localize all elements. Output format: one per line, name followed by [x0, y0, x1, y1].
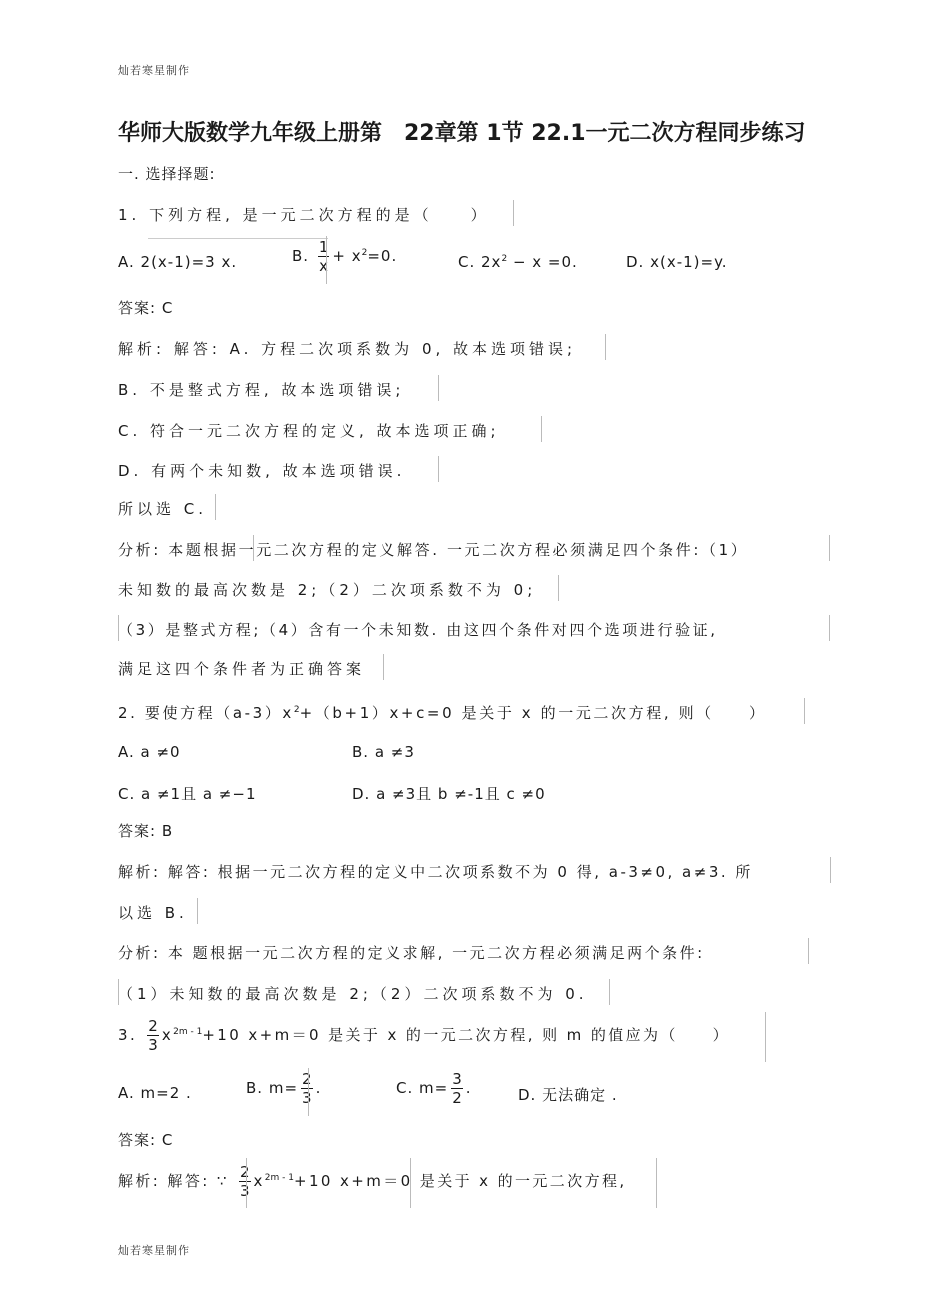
page-footer: 灿若寒星制作 [118, 1244, 190, 1257]
margin-rule [326, 236, 327, 284]
margin-rule [118, 615, 119, 641]
q1-analysis-line: 分析: 本题根据一元二次方程的定义解答. 一元二次方程必须满足四个条件:（1） [118, 541, 749, 559]
q3-option-d: D. 无法确定 . [518, 1086, 618, 1104]
fraction-denominator: 3 [302, 1089, 312, 1107]
fraction-denominator: 3 [148, 1036, 158, 1054]
q1-analysis-line: D. 有两个未知数, 故本选项错误. [118, 462, 406, 480]
section-heading: 一. 选择择题: [118, 165, 216, 183]
q2-analysis-line: 解析: 解答: 根据一元二次方程的定义中二次项系数不为 0 得, a-3≠0, a≠3. 所 [118, 863, 753, 881]
q1-analysis-line: C. 符合一元二次方程的定义, 故本选项正确; [118, 422, 500, 440]
exponent: 2m - 1 [264, 1173, 294, 1183]
q3-option-c [396, 1070, 472, 1107]
q1-option-b-label: B. [292, 247, 310, 265]
q2-option-c: C. a ≠1且 a ≠−1 [118, 785, 257, 803]
q3-analysis-line [118, 1163, 627, 1200]
fraction [239, 1163, 251, 1200]
q1-option-b-end: =0. [367, 247, 398, 265]
fraction-numerator: 1 [318, 238, 329, 256]
fraction [301, 1070, 313, 1107]
q3-option-b-end: . [315, 1079, 322, 1097]
margin-rule [438, 375, 439, 401]
q3-option-c-end: . [465, 1079, 472, 1097]
exponent: 2 [501, 254, 508, 264]
fraction [147, 1017, 159, 1054]
fraction-denominator: 2 [452, 1089, 462, 1107]
q1-option-c-expr: C. 2x [458, 253, 502, 271]
fraction-numerator: 2 [239, 1163, 250, 1181]
fraction-numerator: 2 [148, 1017, 158, 1035]
q2-answer: 答案: B [118, 822, 174, 840]
fraction-numerator: 2 [302, 1070, 312, 1088]
q3-option-a: A. m=2 . [118, 1084, 192, 1102]
q1-stem: 1. 下列方程, 是一元二次方程的是（ ） [118, 206, 490, 224]
q3-option-b [246, 1070, 321, 1107]
q1-analysis-line: 满足这四个条件者为正确答案 [118, 660, 366, 678]
q3-analysis-tail: +10 x+m＝0 是关于 x 的一元二次方程, [294, 1172, 627, 1190]
q1-option-b-term: + x [332, 247, 362, 265]
margin-rule [410, 1158, 411, 1208]
document-title: 华师大版数学九年级上册第 22章第 1节 22.1一元二次方程同步练习 [118, 121, 806, 146]
q2-option-a: A. a ≠0 [118, 743, 181, 761]
margin-rule [197, 898, 198, 924]
margin-rule [308, 1068, 309, 1116]
margin-rule [246, 1158, 247, 1208]
margin-rule [215, 494, 216, 520]
exponent: 2m - 1 [173, 1027, 203, 1037]
q1-analysis-line: （3）是整式方程;（4）含有一个未知数. 由这四个条件对四个选项进行验证, [118, 621, 718, 639]
fraction-denominator: x [319, 257, 329, 275]
q1-analysis-line: 未知数的最高次数是 2;（2）二次项系数不为 0; [118, 581, 537, 599]
fraction [318, 238, 330, 275]
q1-option-a: A. 2(x-1)=3 x. [118, 253, 238, 271]
q3-stem-tail: +10 x+m＝0 是关于 x 的一元二次方程, 则 m 的值应为（ ） [202, 1026, 731, 1044]
q3-number: 3. [118, 1026, 138, 1044]
q3-option-b-label: B. m= [246, 1079, 299, 1097]
q2-analysis-line: 以选 B. [118, 904, 188, 922]
q2-stem-part: 2. 要使方程（a-3）x [118, 704, 294, 722]
q1-answer: 答案: C [118, 299, 174, 317]
q3-answer: 答案: C [118, 1131, 174, 1149]
margin-rule [609, 979, 610, 1005]
q1-option-d: D. x(x-1)=y. [626, 253, 728, 271]
margin-rule [656, 1158, 657, 1208]
q3-stem [118, 1017, 730, 1054]
q2-option-d: D. a ≠3且 b ≠-1且 c ≠0 [352, 785, 546, 803]
fraction-numerator: 3 [452, 1070, 462, 1088]
q3-analysis-prefix: 解析: 解答: ∵ [118, 1172, 229, 1190]
margin-rule [118, 979, 119, 1005]
q3-option-c-label: C. m= [396, 1079, 449, 1097]
margin-rule [804, 698, 805, 724]
margin-rule [808, 938, 809, 964]
fraction-denominator: 3 [239, 1182, 250, 1200]
margin-rule [830, 857, 831, 883]
variable: x [161, 1026, 174, 1044]
q1-analysis-line: B. 不是整式方程, 故本选项错误; [118, 381, 405, 399]
exponent: 2 [293, 705, 300, 715]
variable: x [253, 1172, 265, 1190]
q1-analysis-line: 所以选 C. [118, 500, 208, 518]
margin-rule [541, 416, 542, 442]
margin-rule [253, 535, 254, 561]
q2-option-b: B. a ≠3 [352, 743, 415, 761]
margin-rule [558, 575, 559, 601]
margin-rule [765, 1012, 766, 1062]
fraction [451, 1070, 463, 1107]
margin-rule [438, 456, 439, 482]
page-header: 灿若寒星制作 [118, 64, 190, 77]
q1-option-c-tail: − x =0. [507, 253, 578, 271]
q2-stem [118, 702, 767, 723]
q2-analysis-line: 分析: 本 题根据一元二次方程的定义求解, 一元二次方程必须满足两个条件: [118, 944, 705, 962]
margin-rule [829, 615, 830, 641]
margin-rule [383, 654, 384, 680]
exponent: 2 [361, 248, 368, 258]
margin-rule [513, 200, 514, 226]
q2-stem-part: +（b+1）x+c=0 是关于 x 的一元二次方程, 则（ ） [299, 704, 767, 722]
margin-rule [605, 334, 606, 360]
q1-analysis-line: 解析: 解答: A. 方程二次项系数为 0, 故本选项错误; [118, 340, 577, 358]
q2-analysis-line: （1）未知数的最高次数是 2;（2）二次项系数不为 0. [118, 985, 588, 1003]
q1-option-c [458, 253, 578, 271]
margin-rule [829, 535, 830, 561]
q1-option-b [292, 238, 397, 275]
